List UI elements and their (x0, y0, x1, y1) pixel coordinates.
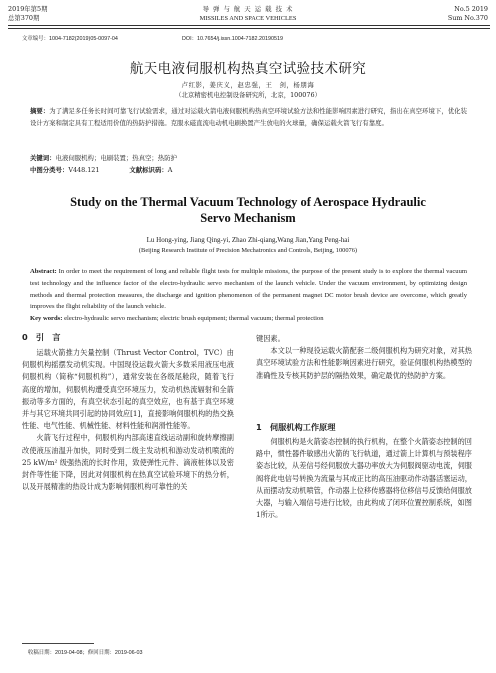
abstract-cn (30, 106, 467, 129)
keywords-cn-label: 关键词： (30, 154, 56, 162)
doc-code-value: A (167, 166, 173, 174)
intro-paragraph-2: 火箭飞行过程中，伺服机构内部高速直线运动副和旋转摩擦副改使液压油温升加快，同时受到二级主发动机和游动发动机喷流的25 kW/m² 级强热流的长时作用，致使弹性元件、滴液桩体以及密封件等性能下降，因此对伺服机构在热真空试验环境下的热分析，以及开展精准的热设计成为影响伺服机构可靠性的关 (22, 433, 234, 492)
abstract-en-label: Abstract: (30, 268, 57, 275)
doc-code-label: 文献标识码： (129, 166, 168, 174)
keywords-en-label: Key words: (30, 315, 63, 322)
affiliation-en: (Beijing Research Institute of Precision Mechatronics and Controls, Beijing, 100076) (138, 247, 358, 254)
section-intro-heading: 0 引 言 (22, 332, 61, 342)
journal-name-en: MISSILES AND SPACE VEHICLES (199, 15, 297, 22)
article-number: 文章编号：1004-7182(2019)05-0097-04 (22, 36, 118, 42)
issue-no-en: No.5 2019 (454, 5, 488, 13)
journal-name-cn: 导 弹 与 航 天 运 载 技 术 (202, 5, 294, 13)
abstract-en-text: In order to meet the requirement of long and reliable flight tests for multiple missions, the purpose of the present study is to explore the thermal vacuum test technology and the influence factor of the electro-hydraulic servo mechanism of the launch vehicle. Under the vacuum environment, by optimizing design methods and thermal protection measures, the discharge and ignition phenomenon of the permanent magnet DC motor brush device are overcome, which greatly improves the flight reliability of the launch vehicle. (30, 268, 468, 311)
intro-paragraph-2-continued: 键因素。 (256, 334, 285, 343)
abstract-en (30, 266, 467, 313)
footnote-rule (22, 643, 94, 644)
authors-cn: 卢红影，姜庆义，赵忠强，王 剑，杨朋海 (181, 81, 315, 89)
intro-paragraph-3: 本文以一种现役运载火箭配套二级伺服机构为研究对象，对其热真空环境试验方法和性能影响因素进行研究，验证伺服机构热模型的准确性及专核其防护层的隔热效果，确定最优的热防护方案。 (256, 346, 472, 380)
keywords-en-text: electro-hydraulic servo mechanism; electric brush equipment; thermal vacuum; thermal protection (64, 315, 324, 322)
header-rule (8, 25, 490, 26)
paper-title-en (0, 194, 496, 226)
total-issue-number: 总第370期 (8, 14, 40, 22)
keywords-en (30, 313, 467, 325)
sum-no-en: Sum No.370 (447, 14, 488, 22)
authors-en: Lu Hong-ying, Jiang Qing-yi, Zhao Zhi-qiang,Wang Jian,Yang Peng-hai (146, 236, 350, 244)
header-rule-thin (8, 28, 490, 29)
keywords-cn (30, 153, 467, 165)
affiliation-cn: （北京精密机电控制设备研究所，北京，100076） (175, 91, 321, 99)
intro-paragraph-1: 运载火箭推力矢量控制（Thrust Vector Control，TVC）由伺服机构摇摆发动机实现。中国现役运载火箭大多数采用液压电液伺服机构（简称“伺服机构”），通常安装在各级尾舱段，随着飞行高度的增加，伺服机构遭受真空环境压力，发动机热流辐射和全箭振动等多方面的，有真空状态引起的真空效应，也有基于真空环境并与其它环境共同引起的协同效应[1]，直接影响伺服机构的热交换性能、电气性能、机械性能、材料性能和润滑性能等。 (22, 348, 234, 431)
abstract-cn-label: 摘要： (30, 107, 50, 115)
right-column-top (256, 333, 472, 382)
paper-title-en-line-1: Study on the Thermal Vacuum Technology of Aerospace Hydraulic (70, 195, 426, 209)
doi: DOI：10.7654/j.issn.1004-7182.20190519 (182, 36, 283, 42)
clc-value: V448.121 (68, 166, 100, 174)
section-1-paragraph-1: 伺服机构是火箭姿态控制的执行机构，在整个火箭姿态控制的回路中，惯性器件敏感出火箭的飞行轨道，通过箭上计算机与预装程序姿态比较，从差信号经伺服放大器功率放大为伺服阀驱动电流，伺服阀将此电信号转换为流量与其成正比的高压油驱动作动器活塞运动，从而摆动发动机喷管，作动器上位移传感器将位移信号反馈给伺服放大器，与输入端信号进行比较，由此构成了闭环位置控制系统，如图1所示。 (256, 437, 472, 520)
paper-title-en-line-2: Servo Mechanism (200, 211, 296, 225)
abstract-cn-text: 为了满足多任务长时间可靠飞行试验需求，通过对运载火箭电液伺服机构热真空环境试验方法和性能影响因素进行研究，指出在真空环境下，优化装设计方案和制定具有工程适用价值的热防护措施。克服永磁直流电动机电刷换置产生放电的火球量，确保运载火箭飞行有靠度。 (30, 107, 467, 127)
paper-title-cn: 航天电液伺服机构热真空试验技术研究 (129, 61, 367, 77)
keywords-cn-text: 电液伺服机构；电刷装置；热真空；热防护 (55, 154, 177, 162)
clc-label: 中图分类号： (30, 166, 69, 174)
left-column (22, 347, 234, 493)
received-date-footnote: 收稿日期：2019-04-08；修回日期：2019-06-03 (28, 650, 143, 656)
classification-cn (30, 165, 467, 177)
section-1-heading: 1 伺服机构工作原理 (256, 422, 336, 432)
right-column-section-1 (256, 436, 472, 521)
issue-number: 2019年第5期 (8, 5, 48, 13)
